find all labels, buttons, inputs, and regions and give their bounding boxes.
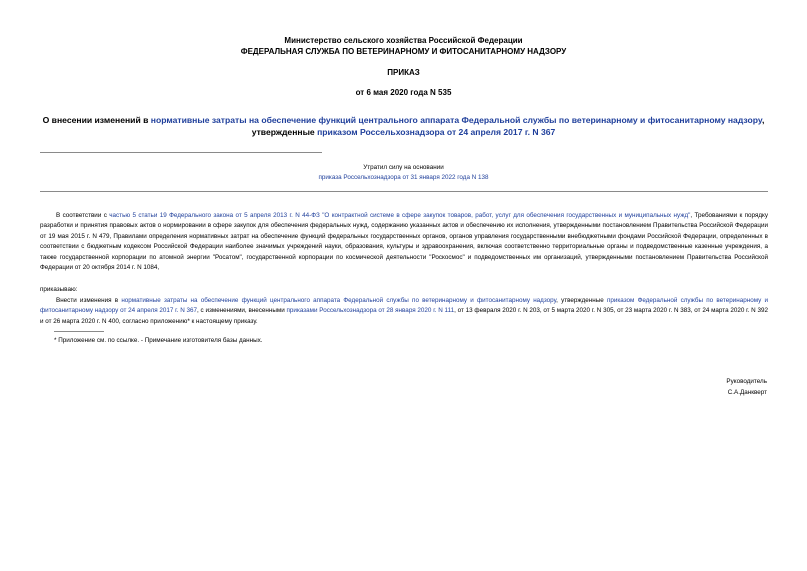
order-text-b: , утвержденные	[556, 297, 607, 304]
preamble-text-rest: , Требованиями к порядку разработки и принятия правовых актов о нормировании в сфере закупок для обеспечения федеральных нужд, содержанию указанных актов и обеспечению их исполнения, утвержденными постановлением Правительства Российской Федерации от 19 мая 2015 г. N 479, Правилами определения нормативных затрат на обеспечение функций федеральных государственных органов, органов управления государственными внебюджетными фондами Российской Федерации, определенных в соответствии с бюджетным кодексом Российской Федерации наиболее значимых учреждений науки, образования, культуры и здравоохранения, включая соответственно территориальные органы и подведомственные казенные учреждения, а также государственной корпорации по атомной энергии "Росатом", государственной корпорации по космической деятельности "Роскосмос" и подведомственных им организаций, утвержденными постановлением Правительства Российской Федерации от 20 октября 2014 г. N 1084,	[40, 212, 768, 272]
signature-block	[726, 377, 767, 398]
footnote-separator	[54, 331, 104, 332]
footnote: * Приложение см. по ссылке. - Примечание изготовителя базы данных.	[54, 337, 263, 344]
order-text-a: Внести изменения в	[56, 297, 122, 304]
law-44fz-link[interactable]: частью 5 статьи 19 Федерального закона от 5 апреля 2013 г. N 44-ФЗ "О контрактной системе в сфере закупок товаров, работ, услуг для обеспечения государственных и муниципальных нужд"	[109, 212, 691, 219]
order-paragraph	[40, 296, 768, 327]
preamble-paragraph	[40, 211, 768, 273]
separator-full	[40, 191, 768, 192]
order-text-d: , от 13 февраля 2020 г. N 203, от 5 марта 2020 г. N 305, от 23 марта 2020 г. N 383, от 24 марта 2020 г. N 392 и от 26 марта 2020 г. N 400, согласно приложению* к настоящему приказу.	[40, 307, 768, 325]
signer-position: Руководитель	[726, 378, 767, 385]
document-type: ПРИКАЗ	[387, 68, 420, 77]
title-link-order-367[interactable]: приказом Россельхознадзора от 24 апреля 2017 г. N 367	[317, 127, 556, 137]
signer-name: С.А.Данкверт	[727, 388, 767, 396]
ministry-name: Министерство сельского хозяйства Российской Федерации	[284, 36, 523, 45]
normative-costs-link[interactable]: нормативные затраты на обеспечение функций центрального аппарата Федеральной службы по ветеринарному и фитосанитарному надзору	[121, 297, 557, 304]
title-prefix: О внесении изменений в	[42, 115, 151, 125]
order-text-c: , с изменениями, внесенными	[197, 307, 287, 315]
status-block	[0, 163, 807, 184]
title-middle: , утвержденные	[251, 115, 765, 137]
amendments-link[interactable]: приказами Россельхознадзора от 28 января 2020 г. N 111	[286, 307, 455, 315]
document-date-number: от 6 мая 2020 года N 535	[355, 88, 452, 97]
separator-short	[40, 152, 322, 153]
status-repeal-link[interactable]: приказа Россельхознадзора от 31 января 2022 года N 138	[318, 174, 489, 182]
document-title	[40, 114, 767, 138]
order-367-link[interactable]: приказом Федеральной службы по ветеринарному и фитосанитарному надзору от 24 апреля 2017 г. N 367	[40, 297, 768, 315]
preamble-text-start: В соответствии с	[56, 212, 110, 219]
title-link-normative-costs[interactable]: нормативные затраты на обеспечение функций центрального аппарата Федеральной службы по ветеринарному и фитосанитарному надзору	[150, 115, 762, 125]
service-name: ФЕДЕРАЛЬНАЯ СЛУЖБА ПО ВЕТЕРИНАРНОМУ И ФИТОСАНИТАРНОМУ НАДЗОРУ	[240, 47, 567, 56]
order-word: приказываю:	[40, 286, 78, 293]
status-line: Утратил силу на основании	[363, 164, 444, 171]
